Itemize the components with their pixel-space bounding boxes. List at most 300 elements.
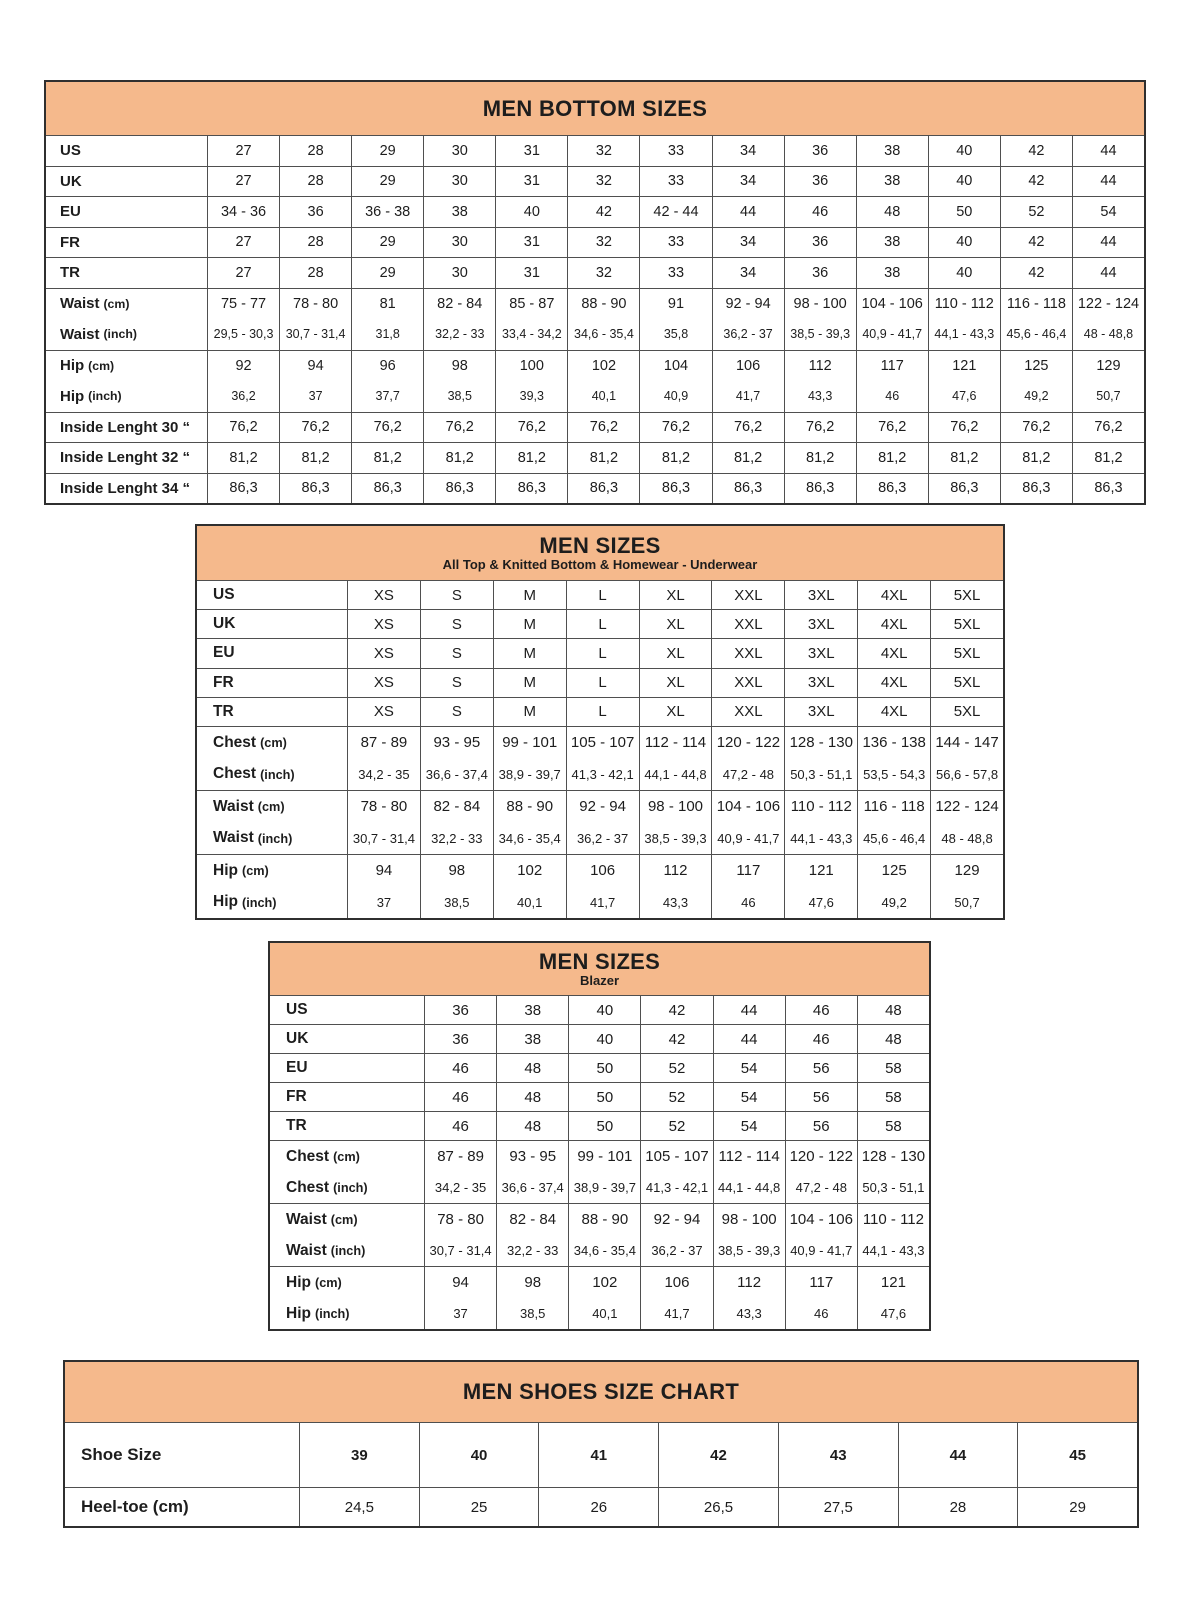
size-cell: 43,3	[713, 1298, 785, 1329]
size-cell: 37	[347, 886, 420, 918]
size-cell: 102	[568, 1267, 640, 1298]
size-cell: 28	[279, 228, 351, 258]
size-cell: 112 - 114	[713, 1141, 785, 1172]
row-label-text: US	[286, 1001, 308, 1018]
size-cell: 46	[424, 1083, 496, 1111]
size-cell: 40,9 - 41,7	[711, 822, 784, 854]
size-cell: 48 - 48,8	[930, 822, 1003, 854]
size-cell: 36,2	[207, 381, 279, 412]
size-cell: 41,7	[640, 1298, 712, 1329]
row-label-text: Chest	[286, 1178, 330, 1196]
size-cell: 50,3 - 51,1	[857, 1172, 929, 1203]
size-cell: 33	[639, 136, 711, 166]
size-cell: 53,5 - 54,3	[857, 758, 930, 790]
size-cell: 86,3	[495, 474, 567, 504]
size-cell: 44	[1072, 258, 1144, 288]
size-cell: XS	[347, 581, 420, 609]
row-label	[197, 727, 347, 759]
size-row-group	[197, 726, 1003, 790]
row-label-unit: (cm)	[88, 358, 115, 373]
size-cell: 81,2	[207, 443, 279, 473]
size-row-group	[270, 1053, 929, 1082]
size-cell: 98 - 100	[784, 289, 856, 320]
size-cell: 33,4 - 34,2	[495, 319, 567, 350]
size-cell: 81,2	[712, 443, 784, 473]
size-cell: 40	[495, 197, 567, 227]
row-label-text: Inside Lenght 34 “	[60, 479, 191, 497]
row-label	[270, 1025, 424, 1053]
size-cell: 30,7 - 31,4	[424, 1235, 496, 1266]
size-cell: 44	[712, 197, 784, 227]
size-cell: 29	[351, 167, 423, 197]
table-title-band	[65, 1362, 1137, 1422]
size-cell: 99 - 101	[493, 727, 566, 759]
size-cell: 50	[568, 1054, 640, 1082]
size-cell: 41,7	[712, 381, 784, 412]
size-cell: 98	[423, 351, 495, 382]
size-cell: 41	[538, 1423, 658, 1487]
size-cell: 76,2	[279, 413, 351, 443]
size-cell: 32,2 - 33	[496, 1235, 568, 1266]
size-cell: 31	[495, 258, 567, 288]
size-cell: 86,3	[423, 474, 495, 504]
size-cell: 116 - 118	[857, 791, 930, 823]
size-cell: 54	[713, 1112, 785, 1140]
size-cell: 34,6 - 35,4	[568, 1235, 640, 1266]
size-cell: 42	[1000, 228, 1072, 258]
size-cell: 85 - 87	[495, 289, 567, 320]
row-label-text: Inside Lenght 30 “	[60, 418, 191, 436]
size-cell: 44	[898, 1423, 1018, 1487]
size-cell: 58	[857, 1054, 929, 1082]
size-cell: 30	[423, 228, 495, 258]
row-label	[46, 413, 207, 443]
size-cell: 38,9 - 39,7	[568, 1172, 640, 1203]
size-cell: 26	[538, 1488, 658, 1526]
size-cell: 5XL	[930, 669, 1003, 697]
row-label	[270, 996, 424, 1024]
row-label-unit: (inch)	[241, 894, 277, 910]
row-label-text: Waist	[213, 797, 254, 815]
size-row-group	[46, 473, 1144, 504]
size-cell: 49,2	[1000, 381, 1072, 412]
size-cell: 76,2	[928, 413, 1000, 443]
row-label-text: FR	[286, 1088, 307, 1105]
size-cell: XXL	[711, 669, 784, 697]
row-label	[197, 758, 347, 790]
size-cell: 47,2 - 48	[785, 1172, 857, 1203]
table-subtitle: Blazer	[579, 973, 620, 989]
size-cell: 34	[712, 258, 784, 288]
row-label-text: US	[60, 142, 81, 160]
size-row-group	[197, 638, 1003, 667]
row-label	[65, 1423, 299, 1487]
size-cell: 42	[1000, 136, 1072, 166]
size-cell: 37,7	[351, 381, 423, 412]
men-shoes-size-table	[63, 1360, 1139, 1528]
men-top-sizes-table	[195, 524, 1005, 920]
size-cell: 81,2	[279, 443, 351, 473]
size-cell: 98 - 100	[713, 1204, 785, 1235]
size-cell: 3XL	[784, 669, 857, 697]
size-cell: 104 - 106	[711, 791, 784, 823]
size-cell: 36,2 - 37	[712, 319, 784, 350]
row-label-unit: (inch)	[260, 766, 295, 782]
size-cell: 38,5 - 39,3	[713, 1235, 785, 1266]
row-label	[46, 228, 207, 258]
size-row-group	[46, 350, 1144, 412]
size-cell: M	[493, 639, 566, 667]
size-cell: 54	[713, 1054, 785, 1082]
size-row-group	[46, 166, 1144, 197]
size-cell: 76,2	[1072, 413, 1144, 443]
row-label-text: Hip	[60, 387, 85, 405]
size-cell: 24,5	[299, 1488, 419, 1526]
size-row-group	[270, 1140, 929, 1203]
size-cell: 40	[928, 136, 1000, 166]
size-cell: 81,2	[639, 443, 711, 473]
size-cell: 31,8	[351, 319, 423, 350]
size-cell: 32	[567, 167, 639, 197]
size-cell: 46	[785, 1298, 857, 1329]
size-row-group	[270, 1024, 929, 1053]
size-cell: 46	[711, 886, 784, 918]
size-cell: 5XL	[930, 581, 1003, 609]
size-cell: 33	[639, 228, 711, 258]
size-row-group	[46, 227, 1144, 258]
size-cell: 42	[640, 1025, 712, 1053]
size-cell: 56,6 - 57,8	[930, 758, 1003, 790]
size-cell: 117	[785, 1267, 857, 1298]
size-cell: 100	[495, 351, 567, 382]
size-row-group	[46, 442, 1144, 473]
size-cell: 34,6 - 35,4	[567, 319, 639, 350]
size-cell: 47,6	[857, 1298, 929, 1329]
size-cell: 112	[784, 351, 856, 382]
row-label-unit: (cm)	[333, 1149, 360, 1164]
size-cell: 25	[419, 1488, 539, 1526]
row-label	[270, 1298, 424, 1329]
size-cell: 98 - 100	[639, 791, 712, 823]
size-row-group	[270, 1266, 929, 1329]
table-title: MEN SIZES	[539, 532, 661, 558]
row-label-unit: (inch)	[88, 389, 122, 404]
size-cell: 106	[566, 855, 639, 887]
size-cell: 120 - 122	[785, 1141, 857, 1172]
size-cell: 76,2	[423, 413, 495, 443]
row-label	[46, 474, 207, 504]
size-cell: 31	[495, 228, 567, 258]
size-cell: 105 - 107	[640, 1141, 712, 1172]
size-cell: 27	[207, 258, 279, 288]
size-row-group	[46, 257, 1144, 288]
row-label	[65, 1488, 299, 1526]
size-cell: 39	[299, 1423, 419, 1487]
row-label-text: Heel-toe (cm)	[81, 1497, 189, 1516]
size-cell: 93 - 95	[496, 1141, 568, 1172]
size-cell: 122 - 124	[1072, 289, 1144, 320]
size-row-group	[270, 1111, 929, 1140]
size-cell: 98	[496, 1267, 568, 1298]
size-cell: 76,2	[1000, 413, 1072, 443]
size-cell: 36,2 - 37	[566, 822, 639, 854]
row-label	[46, 289, 207, 320]
size-cell: 4XL	[857, 639, 930, 667]
size-cell: 35,8	[639, 319, 711, 350]
size-cell: 47,2 - 48	[711, 758, 784, 790]
size-cell: 49,2	[857, 886, 930, 918]
row-label	[46, 136, 207, 166]
size-cell: 112	[639, 855, 712, 887]
size-cell: 46	[424, 1112, 496, 1140]
row-label	[46, 258, 207, 288]
row-label-text: UK	[213, 615, 236, 633]
row-label	[197, 886, 347, 918]
size-cell: 81,2	[1000, 443, 1072, 473]
size-cell: 44,1 - 44,8	[713, 1172, 785, 1203]
row-label	[197, 698, 347, 726]
size-row-group	[46, 196, 1144, 227]
size-cell: 86,3	[856, 474, 928, 504]
size-cell: XS	[347, 639, 420, 667]
size-cell: 44	[1072, 228, 1144, 258]
size-cell: 44	[1072, 167, 1144, 197]
size-cell: 110 - 112	[928, 289, 1000, 320]
size-cell: 38,5 - 39,3	[784, 319, 856, 350]
size-cell: S	[420, 698, 493, 726]
size-cell: 78 - 80	[424, 1204, 496, 1235]
size-row-group	[197, 854, 1003, 918]
row-label-text: Waist	[213, 829, 254, 847]
size-cell: 44	[1072, 136, 1144, 166]
size-cell: 76,2	[351, 413, 423, 443]
row-label	[46, 351, 207, 382]
row-label-text: Waist	[286, 1241, 327, 1259]
size-row-group	[197, 790, 1003, 854]
size-cell: 144 - 147	[930, 727, 1003, 759]
size-cell: 81,2	[423, 443, 495, 473]
size-cell: 88 - 90	[568, 1204, 640, 1235]
size-cell: 40	[419, 1423, 539, 1487]
size-cell: 106	[640, 1267, 712, 1298]
size-row-group	[197, 668, 1003, 697]
size-cell: 3XL	[784, 610, 857, 638]
row-label-unit: (inch)	[333, 1180, 368, 1195]
size-cell: XL	[639, 610, 712, 638]
size-cell: 92 - 94	[640, 1204, 712, 1235]
row-label-text: Hip	[213, 861, 238, 879]
row-label-text: US	[213, 586, 235, 604]
size-cell: 42	[640, 996, 712, 1024]
size-cell: 34,2 - 35	[347, 758, 420, 790]
size-cell: 42	[658, 1423, 778, 1487]
size-cell: 50,7	[930, 886, 1003, 918]
size-cell: 29	[351, 258, 423, 288]
row-label	[46, 167, 207, 197]
size-cell: 104	[639, 351, 711, 382]
size-cell: 38	[496, 996, 568, 1024]
size-cell: 34	[712, 228, 784, 258]
row-label	[197, 791, 347, 823]
row-label-unit: (cm)	[314, 1275, 342, 1290]
size-cell: 38,5	[420, 886, 493, 918]
size-cell: 54	[713, 1083, 785, 1111]
size-cell: 47,6	[928, 381, 1000, 412]
size-cell: 86,3	[567, 474, 639, 504]
size-cell: 37	[279, 381, 351, 412]
row-label-text: Waist	[286, 1210, 327, 1228]
size-cell: 27	[207, 136, 279, 166]
row-label	[197, 610, 347, 638]
size-cell: 82 - 84	[420, 791, 493, 823]
size-cell: 5XL	[930, 698, 1003, 726]
size-cell: 120 - 122	[711, 727, 784, 759]
size-cell: 86,3	[207, 474, 279, 504]
size-cell: 76,2	[495, 413, 567, 443]
size-cell: XL	[639, 639, 712, 667]
size-cell: 43,3	[639, 886, 712, 918]
size-cell: 3XL	[784, 639, 857, 667]
size-cell: 4XL	[857, 610, 930, 638]
row-label-text: UK	[286, 1030, 309, 1047]
men-blazer-sizes-table	[268, 941, 931, 1331]
size-cell: 3XL	[784, 698, 857, 726]
men-bottom-sizes-table	[44, 80, 1146, 505]
size-cell: 33	[639, 167, 711, 197]
size-cell: 92 - 94	[566, 791, 639, 823]
size-cell: S	[420, 639, 493, 667]
row-label-text: Inside Lenght 32 “	[60, 449, 191, 467]
size-cell: XL	[639, 698, 712, 726]
size-cell: 38,5	[423, 381, 495, 412]
row-label	[270, 1054, 424, 1082]
size-cell: 76,2	[207, 413, 279, 443]
size-cell: 38	[856, 167, 928, 197]
size-cell: 86,3	[639, 474, 711, 504]
size-cell: 32	[567, 136, 639, 166]
size-row-group	[270, 995, 929, 1024]
size-cell: 38	[856, 136, 928, 166]
row-label	[46, 381, 207, 412]
size-cell: 44,1 - 43,3	[857, 1235, 929, 1266]
size-cell: 43,3	[784, 381, 856, 412]
size-cell: 50,3 - 51,1	[784, 758, 857, 790]
size-cell: 81,2	[567, 443, 639, 473]
size-cell: 50	[568, 1112, 640, 1140]
size-cell: 110 - 112	[857, 1204, 929, 1235]
size-cell: 81,2	[856, 443, 928, 473]
size-cell: 121	[784, 855, 857, 887]
size-cell: 36	[784, 167, 856, 197]
size-cell: 40	[928, 167, 1000, 197]
size-cell: 36,6 - 37,4	[420, 758, 493, 790]
row-label	[270, 1204, 424, 1235]
table-title: MEN SHOES SIZE CHART	[462, 1379, 740, 1405]
size-row-group	[65, 1487, 1137, 1526]
size-cell: 94	[424, 1267, 496, 1298]
size-cell: 48	[857, 1025, 929, 1053]
row-label-text: FR	[213, 673, 234, 691]
size-cell: 40,1	[568, 1298, 640, 1329]
size-cell: 117	[856, 351, 928, 382]
size-cell: M	[493, 669, 566, 697]
size-cell: 38	[423, 197, 495, 227]
size-cell: 36	[784, 258, 856, 288]
row-label	[46, 197, 207, 227]
size-cell: 45,6 - 46,4	[1000, 319, 1072, 350]
size-cell: 40,1	[493, 886, 566, 918]
size-cell: 30	[423, 258, 495, 288]
size-cell: 38,5	[496, 1298, 568, 1329]
size-cell: 117	[711, 855, 784, 887]
size-cell: 76,2	[639, 413, 711, 443]
table-title: MEN BOTTOM SIZES	[482, 95, 708, 121]
size-cell: 50,7	[1072, 381, 1144, 412]
size-cell: 75 - 77	[207, 289, 279, 320]
row-label-unit: (inch)	[257, 830, 293, 846]
size-cell: 104 - 106	[856, 289, 928, 320]
row-label	[270, 1112, 424, 1140]
row-label	[270, 1267, 424, 1298]
row-label	[197, 639, 347, 667]
size-cell: 129	[930, 855, 1003, 887]
size-cell: S	[420, 610, 493, 638]
size-cell: 87 - 89	[424, 1141, 496, 1172]
row-label	[197, 581, 347, 609]
size-cell: 81,2	[928, 443, 1000, 473]
size-cell: 81,2	[1072, 443, 1144, 473]
size-cell: XL	[639, 669, 712, 697]
size-cell: 46	[784, 197, 856, 227]
size-cell: 41,3 - 42,1	[566, 758, 639, 790]
row-label	[270, 1172, 424, 1203]
size-cell: 121	[857, 1267, 929, 1298]
size-cell: 104 - 106	[785, 1204, 857, 1235]
size-cell: 58	[857, 1083, 929, 1111]
size-cell: 40,1	[567, 381, 639, 412]
row-label-text: Chest	[286, 1147, 330, 1165]
size-cell: 40,9	[639, 381, 711, 412]
row-label-unit: (inch)	[330, 1243, 366, 1258]
size-cell: 116 - 118	[1000, 289, 1072, 320]
size-cell: 36	[279, 197, 351, 227]
size-cell: 44	[713, 1025, 785, 1053]
row-label-unit: (cm)	[260, 735, 287, 751]
size-row-group	[197, 580, 1003, 609]
row-label	[197, 855, 347, 887]
row-label-unit: (cm)	[330, 1212, 358, 1227]
size-cell: 112 - 114	[639, 727, 712, 759]
size-cell: 44,1 - 43,3	[928, 319, 1000, 350]
size-cell: 86,3	[1000, 474, 1072, 504]
size-cell: 38	[856, 228, 928, 258]
size-cell: 30	[423, 136, 495, 166]
size-cell: 125	[857, 855, 930, 887]
size-cell: 36 - 38	[351, 197, 423, 227]
size-cell: 96	[351, 351, 423, 382]
size-cell: 31	[495, 167, 567, 197]
size-cell: 86,3	[928, 474, 1000, 504]
row-label-text: Hip	[286, 1304, 311, 1322]
size-cell: 86,3	[351, 474, 423, 504]
size-cell: 91	[639, 289, 711, 320]
size-cell: 125	[1000, 351, 1072, 382]
size-cell: 78 - 80	[347, 791, 420, 823]
size-cell: 122 - 124	[930, 791, 1003, 823]
size-cell: 38,5 - 39,3	[639, 822, 712, 854]
size-cell: 36	[784, 228, 856, 258]
size-cell: 38	[856, 258, 928, 288]
